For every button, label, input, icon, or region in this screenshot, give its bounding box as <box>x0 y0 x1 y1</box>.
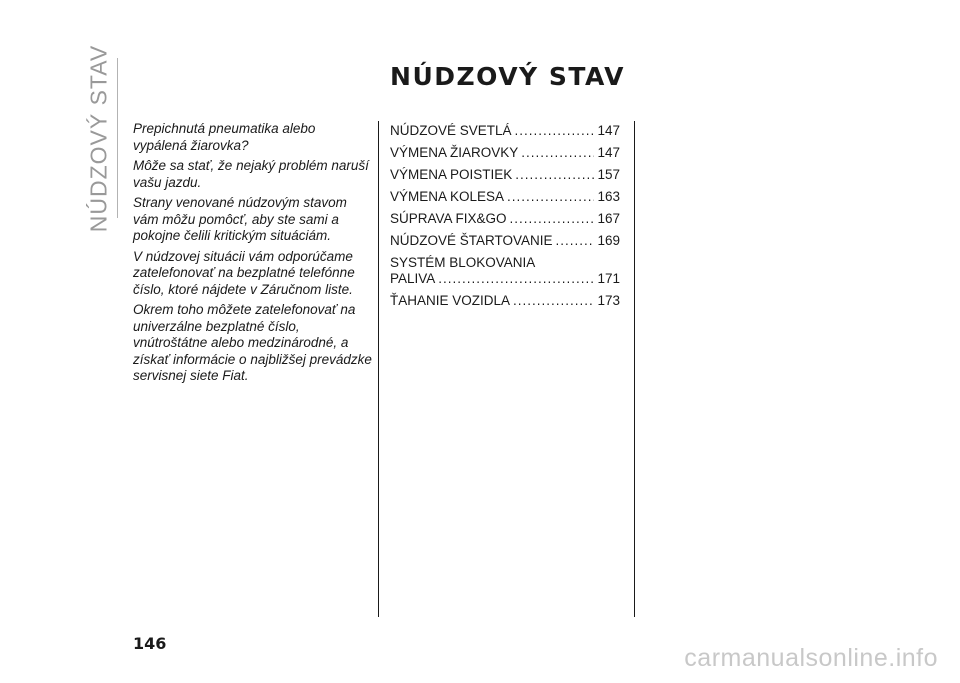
intro-paragraph: Prepichnutá pneumatika alebo vypálená žiarovka? <box>133 121 316 153</box>
toc-entry-page: 147 <box>597 123 620 138</box>
intro-paragraph: Strany venované núdzovým stavom vám môžu pomôcť, aby ste sami a pokojne čelili kritickým situáciám. <box>133 195 347 243</box>
toc-entry-vymena-kolesa[interactable] <box>390 189 620 205</box>
toc-entry-label-line1: SYSTÉM BLOKOVANIA <box>390 255 536 270</box>
toc-entry-label: SÚPRAVA FIX&GO <box>390 211 507 226</box>
toc-entry-suprava-fix-go[interactable] <box>390 211 620 227</box>
toc-leader-dots <box>513 293 594 309</box>
toc-entry-vymena-ziarovky[interactable] <box>390 145 620 161</box>
toc-leader-dots <box>507 189 594 205</box>
toc-leader-dots <box>521 145 594 161</box>
toc-entry-page: 163 <box>597 189 620 204</box>
toc-entry-label: PALIVA <box>390 271 436 286</box>
toc-entry-system-blokovania-paliva[interactable] <box>390 255 620 287</box>
toc-leader-dots <box>515 123 595 139</box>
watermark-text: carmanualsonline.info <box>684 644 938 672</box>
toc-entry-label: VÝMENA KOLESA <box>390 189 505 204</box>
toc-entry-page: 171 <box>597 271 620 286</box>
page-title: NÚDZOVÝ STAV <box>390 62 625 91</box>
toc-entry-label: VÝMENA POISTIEK <box>390 167 513 182</box>
toc-leader-dots <box>438 271 594 287</box>
toc-entry-page: 173 <box>597 293 620 308</box>
side-section-title-text: NÚDZOVÝ STAV <box>85 44 112 232</box>
toc-entry-nudzove-startovanie[interactable] <box>390 233 620 249</box>
toc-entry-page: 169 <box>597 233 620 248</box>
toc-entry-nudzove-svetla[interactable] <box>390 123 620 139</box>
toc-entry-line2 <box>390 271 620 287</box>
toc-leader-dots <box>556 233 595 249</box>
side-section-title <box>83 44 115 232</box>
intro-paragraph: Okrem toho môžete zatelefonovať na univerzálne bezplatné číslo, vnútroštátne alebo medzinárodné, a získať informácie o najbližšej prevádzke servisnej siete Fiat. <box>133 302 372 383</box>
table-of-contents <box>390 123 620 315</box>
column-divider-left <box>378 121 379 617</box>
column-divider-right <box>634 121 635 617</box>
toc-entry-label: NÚDZOVÉ SVETLÁ <box>390 123 512 138</box>
intro-paragraph: V núdzovej situácii vám odporúčame zatelefonovať na bezplatné telefónne číslo, ktoré nájdete v Záručnom liste. <box>133 248 355 297</box>
toc-entry-label: VÝMENA ŽIAROVKY <box>390 145 519 160</box>
toc-entry-label: ŤAHANIE VOZIDLA <box>390 293 511 308</box>
toc-entry-page: 147 <box>597 145 620 160</box>
intro-paragraph: Môže sa stať, že nejaký problém naruší vašu jazdu. <box>133 158 369 190</box>
intro-text <box>133 121 373 389</box>
toc-entry-page: 167 <box>597 211 620 226</box>
toc-leader-dots <box>510 211 595 227</box>
side-title-rule <box>117 58 118 218</box>
toc-entry-tahanie-vozidla[interactable] <box>390 293 620 309</box>
toc-entry-vymena-poistiek[interactable] <box>390 167 620 183</box>
page-number: 146 <box>133 634 167 653</box>
toc-entry-page: 157 <box>597 167 620 182</box>
toc-entry-label: NÚDZOVÉ ŠTARTOVANIE <box>390 233 553 248</box>
toc-leader-dots <box>515 167 594 183</box>
